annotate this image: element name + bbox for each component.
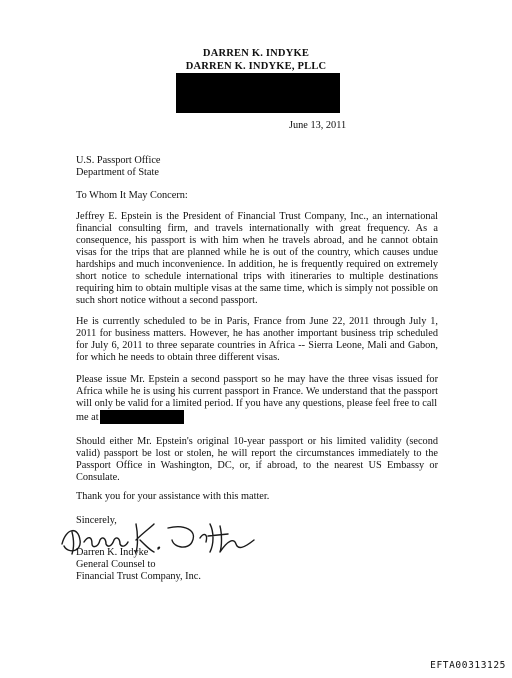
recipient-line-1: U.S. Passport Office <box>76 155 161 166</box>
paragraph-3 <box>76 374 438 424</box>
redacted-phone-number <box>100 410 184 424</box>
signer-name: Darren K. Indyke <box>76 547 149 558</box>
paragraph-3-body: Please issue Mr. Epstein a second passport so he may have the three visas issued for Africa while he is using his current passport in France. We understand that the passport will only be valid for a limited period. If you have any questions, please feel free to call <box>76 374 438 409</box>
paragraph-4: Should either Mr. Epstein's original 10-year passport or his limited validity (second valid) passport be lost or stolen, he will report the circumstances immediately to the Passport Office in Washington, DC, or, if abroad, to the nearest US Embassy or Consulate. <box>76 436 438 483</box>
paragraph-1: Jeffrey E. Epstein is the President of Financial Trust Company, Inc., an international financial consulting firm, and travels internationally with great frequency. As a consequence, his passport is with him when he travels abroad, and he cannot obtain visas for the trips that are planned while he is out of the country, which causes undue hardships and much inconvenience. In addition, he is frequently required on extremely short notice to schedule international trips with itineraries to multiple destinations requiring him to obtain multiple visas at the same time, which is simply not possible on such short notice without a second passport. <box>76 211 438 306</box>
signer-title: General Counsel to <box>76 559 156 570</box>
paragraph-2: He is currently scheduled to be in Paris, France from June 22, 2011 through July 1, 2011 for business matters. However, he has another important business trip scheduled for July 6, 2011 to three separate countries in Africa -- Sierra Leone, Mali and Gabon, for which he needs to obtain three different visas. <box>76 316 438 363</box>
letter-date: June 13, 2011 <box>289 120 347 131</box>
paragraph-3-end: me at <box>76 412 99 423</box>
document-control-number: EFTA00313125 <box>430 660 506 671</box>
paragraph-3-last-line <box>76 410 438 424</box>
redacted-address-block <box>176 73 340 113</box>
thanks-line: Thank you for your assistance with this matter. <box>76 491 270 502</box>
signer-company: Financial Trust Company, Inc. <box>76 571 201 582</box>
letterhead-firm: DARREN K. INDYKE, PLLC <box>185 61 327 72</box>
closing: Sincerely, <box>76 515 117 526</box>
recipient-address <box>76 155 160 179</box>
salutation: To Whom It May Concern: <box>76 190 188 201</box>
letterhead-name: DARREN K. INDYKE <box>202 48 310 59</box>
signature-block <box>76 547 201 583</box>
recipient-line-2: Department of State <box>76 167 159 178</box>
